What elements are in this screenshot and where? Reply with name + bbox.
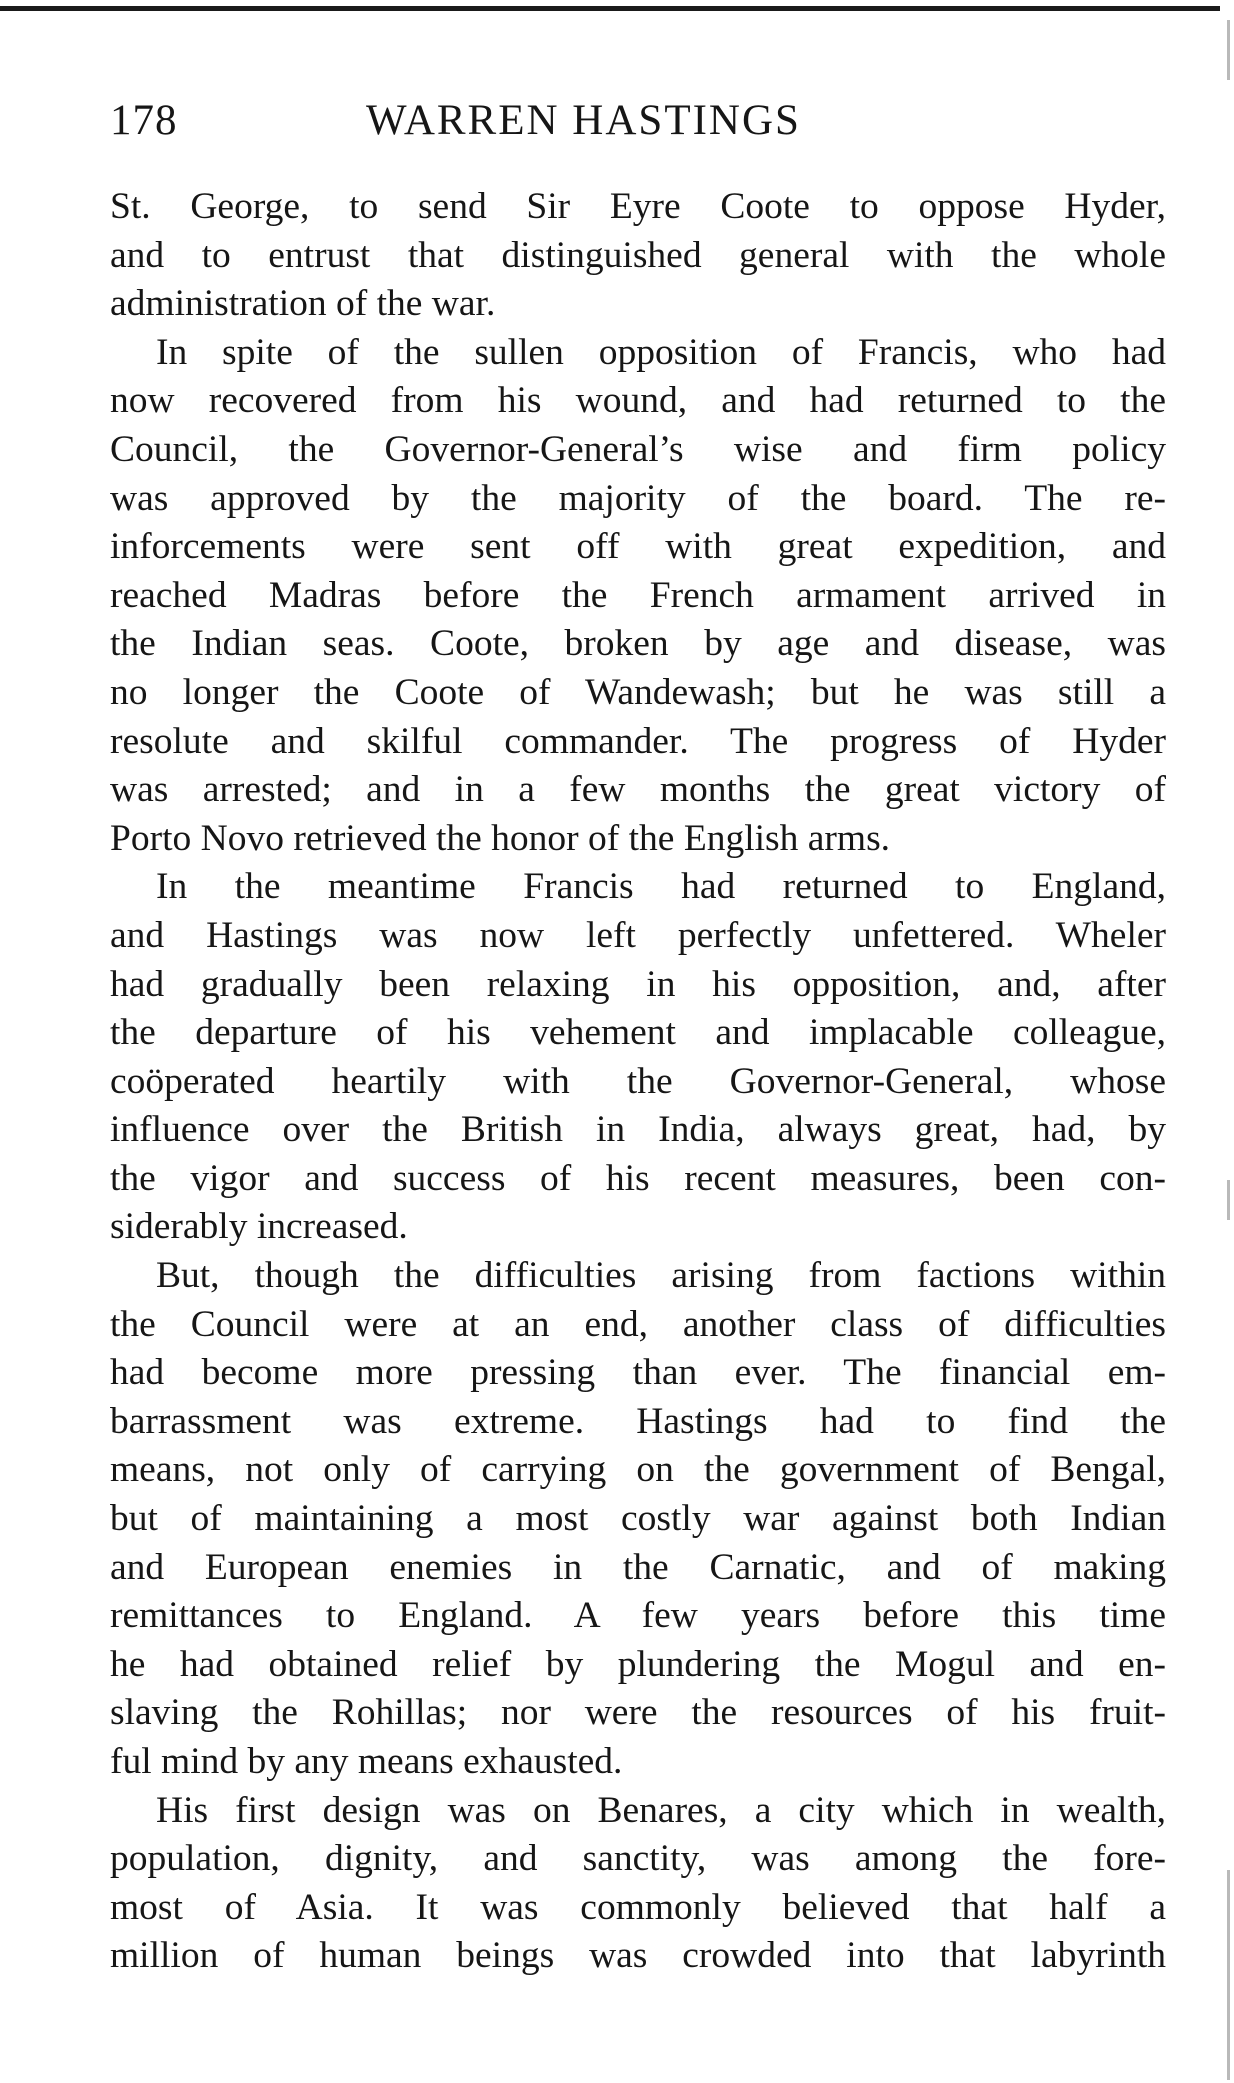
page-edge-mark xyxy=(1227,1180,1230,1220)
text-line: the Indian seas. Coote, broken by age and disease, was xyxy=(110,623,1166,665)
text-line: reached Madras before the French armament arrived in xyxy=(110,574,1166,616)
body-text xyxy=(110,183,1166,1981)
text-line: influence over the British in India, always great, had, by xyxy=(110,1109,1166,1151)
text-line: he had obtained relief by plundering the Mogul and en- xyxy=(110,1643,1166,1685)
text-line: no longer the Coote of Wandewash; but he was still a xyxy=(110,671,1166,713)
running-head xyxy=(110,96,1160,156)
text-line: the vigor and success of his recent measures, been con- xyxy=(110,1157,1166,1199)
text-line: the departure of his vehement and implacable colleague, xyxy=(110,1012,1166,1054)
page-number: 178 xyxy=(110,97,178,144)
text-line: means, not only of carrying on the government of Bengal, xyxy=(110,1449,1166,1491)
text-line: His first design was on Benares, a city which in wealth, xyxy=(156,1789,1166,1831)
text-line: remittances to England. A few years before this time xyxy=(110,1595,1166,1637)
text-line: and European enemies in the Carnatic, and of making xyxy=(110,1546,1166,1588)
text-line: In spite of the sullen opposition of Francis, who had xyxy=(156,331,1166,373)
text-line: ful mind by any means exhausted. xyxy=(110,1741,623,1782)
text-line: resolute and skilful commander. The progress of Hyder xyxy=(110,720,1166,762)
text-line: coöperated heartily with the Governor-General, whose xyxy=(110,1060,1166,1102)
text-line: but of maintaining a most costly war against both Indian xyxy=(110,1498,1166,1540)
text-line: Council, the Governor-General’s wise and firm policy xyxy=(110,428,1166,470)
text-line: and to entrust that distinguished general with the whole xyxy=(110,234,1166,276)
text-line: In the meantime Francis had returned to England, xyxy=(156,866,1166,908)
text-line: slaving the Rohillas; nor were the resources of his fruit- xyxy=(110,1692,1166,1734)
page-edge-mark xyxy=(1227,1870,1230,2080)
text-line: But, though the difficulties arising from factions within xyxy=(156,1255,1166,1297)
text-line: population, dignity, and sanctity, was among the fore- xyxy=(110,1838,1166,1880)
running-title: WARREN HASTINGS xyxy=(366,97,801,144)
text-line: now recovered from his wound, and had returned to the xyxy=(110,380,1166,422)
text-line: siderably increased. xyxy=(110,1206,408,1248)
text-line: St. George, to send Sir Eyre Coote to oppose Hyder, xyxy=(110,186,1166,227)
text-line: was approved by the majority of the board. The re- xyxy=(110,477,1166,519)
text-line: had gradually been relaxing in his opposition, and, after xyxy=(110,963,1166,1005)
text-line: administration of the war. xyxy=(110,283,496,325)
text-line: had become more pressing than ever. The financial em- xyxy=(110,1352,1166,1394)
text-line: inforcements were sent off with great expedition, and xyxy=(110,526,1166,568)
text-line: barrassment was extreme. Hastings had to find the xyxy=(110,1400,1166,1442)
top-border-rule xyxy=(0,6,1220,11)
text-line: most of Asia. It was commonly believed that half a xyxy=(110,1886,1166,1928)
text-line: Porto Novo retrieved the honor of the English arms. xyxy=(110,817,891,859)
text-line: and Hastings was now left perfectly unfettered. Wheler xyxy=(110,914,1166,956)
page-edge-mark xyxy=(1227,20,1230,80)
text-line: million of human beings was crowded into that labyrinth xyxy=(110,1935,1166,1977)
text-line: the Council were at an end, another class of difficulties xyxy=(110,1303,1166,1345)
text-line: was arrested; and in a few months the great victory of xyxy=(110,769,1166,811)
